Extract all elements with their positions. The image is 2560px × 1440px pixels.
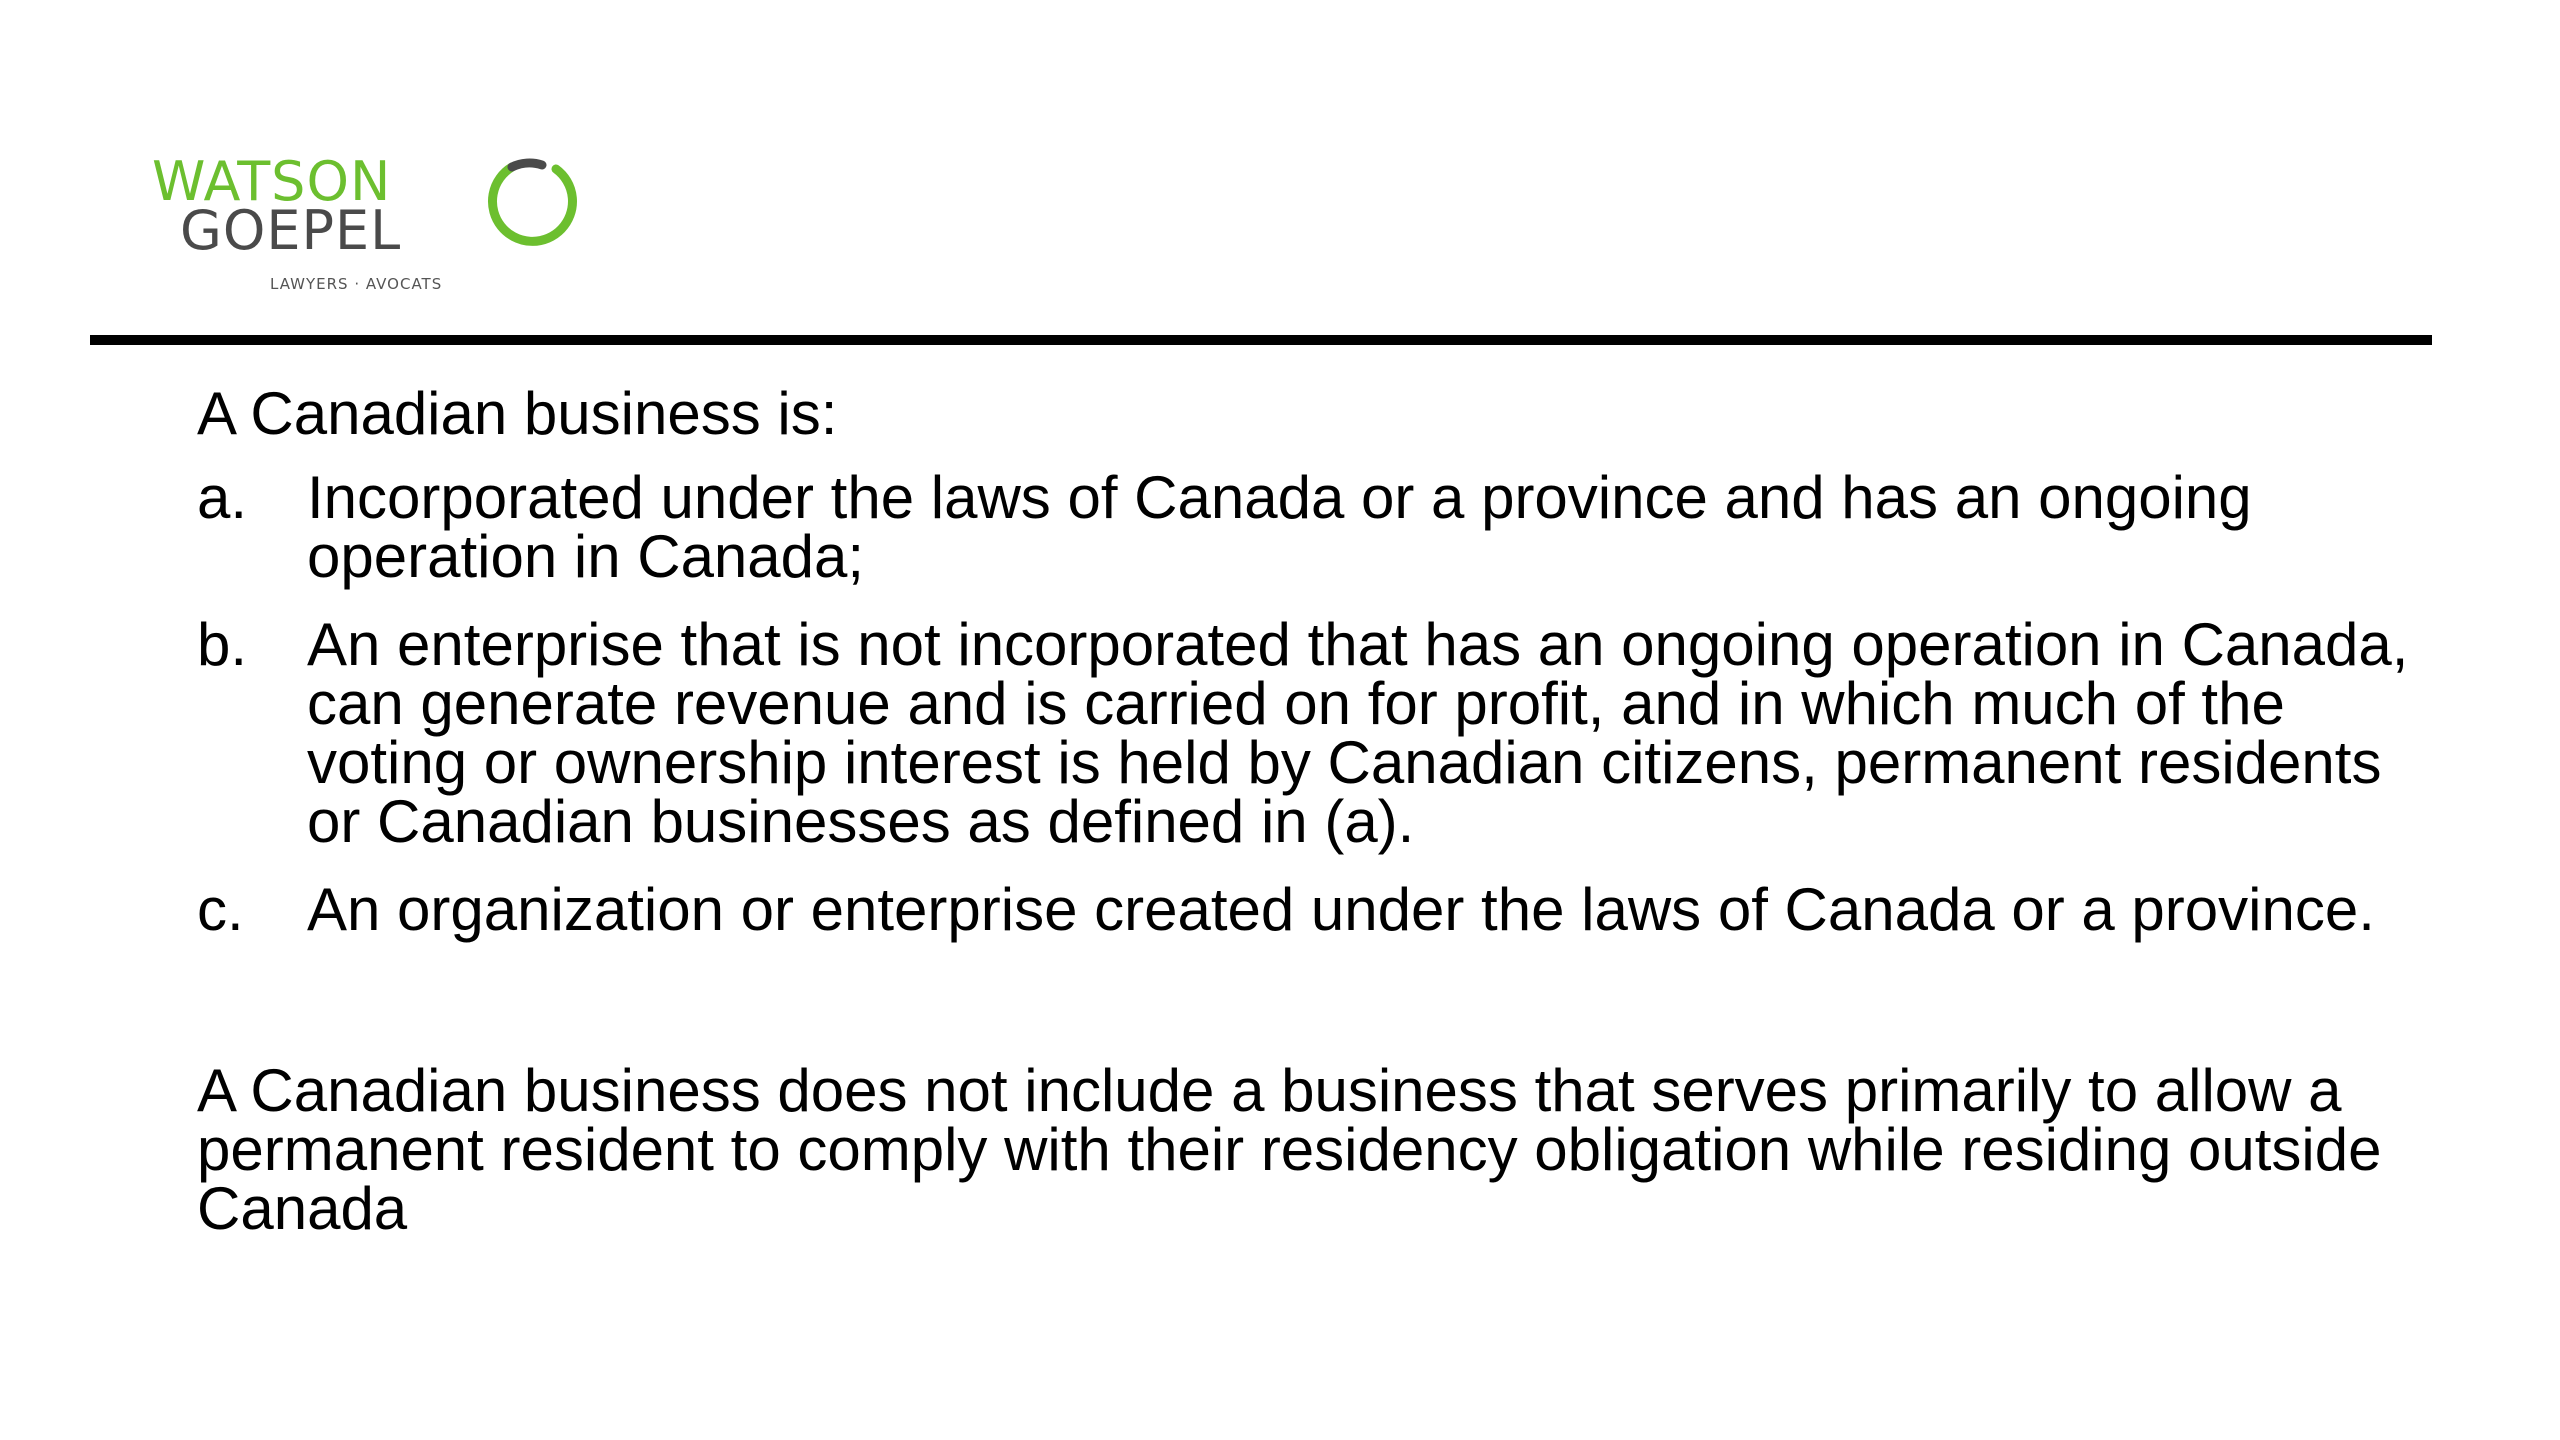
logo-tagline: LAWYERS · AVOCATS bbox=[270, 275, 443, 293]
logo-wordmark-goepel: GOEPEL bbox=[180, 199, 402, 262]
list-item-marker: b. bbox=[197, 611, 248, 678]
list-item-text: Incorporated under the laws of Canada or a province and has an ongoing operation in Canada; bbox=[307, 464, 2252, 590]
list-item-text: An enterprise that is not incorporated that has an ongoing operation in Canada, can generate revenue and is carried on for profit, and in which much of the voting or ownership interest is held by Canadian citizens, permanent residents or Canadian businesses as defined in (a). bbox=[307, 611, 2409, 855]
header-divider bbox=[90, 335, 2432, 345]
closing-paragraph: A Canadian business does not include a business that serves primarily to allow a permanent resident to comply with their residency obligation while residing outside Canada bbox=[197, 1057, 2382, 1242]
slide-body bbox=[197, 380, 2447, 1242]
list-item bbox=[197, 464, 2447, 590]
intro-text: A Canadian business is: bbox=[197, 380, 838, 447]
list-item bbox=[197, 611, 2447, 855]
list-item-marker: a. bbox=[197, 464, 248, 531]
logo-ring-icon bbox=[482, 157, 578, 253]
list-item bbox=[197, 876, 2447, 943]
logo-wordmark-watson: WATSON bbox=[152, 150, 392, 213]
watson-goepel-logo bbox=[150, 150, 580, 295]
list-item-text: An organization or enterprise created under the laws of Canada or a province. bbox=[307, 876, 2375, 943]
list-item-marker: c. bbox=[197, 876, 244, 943]
